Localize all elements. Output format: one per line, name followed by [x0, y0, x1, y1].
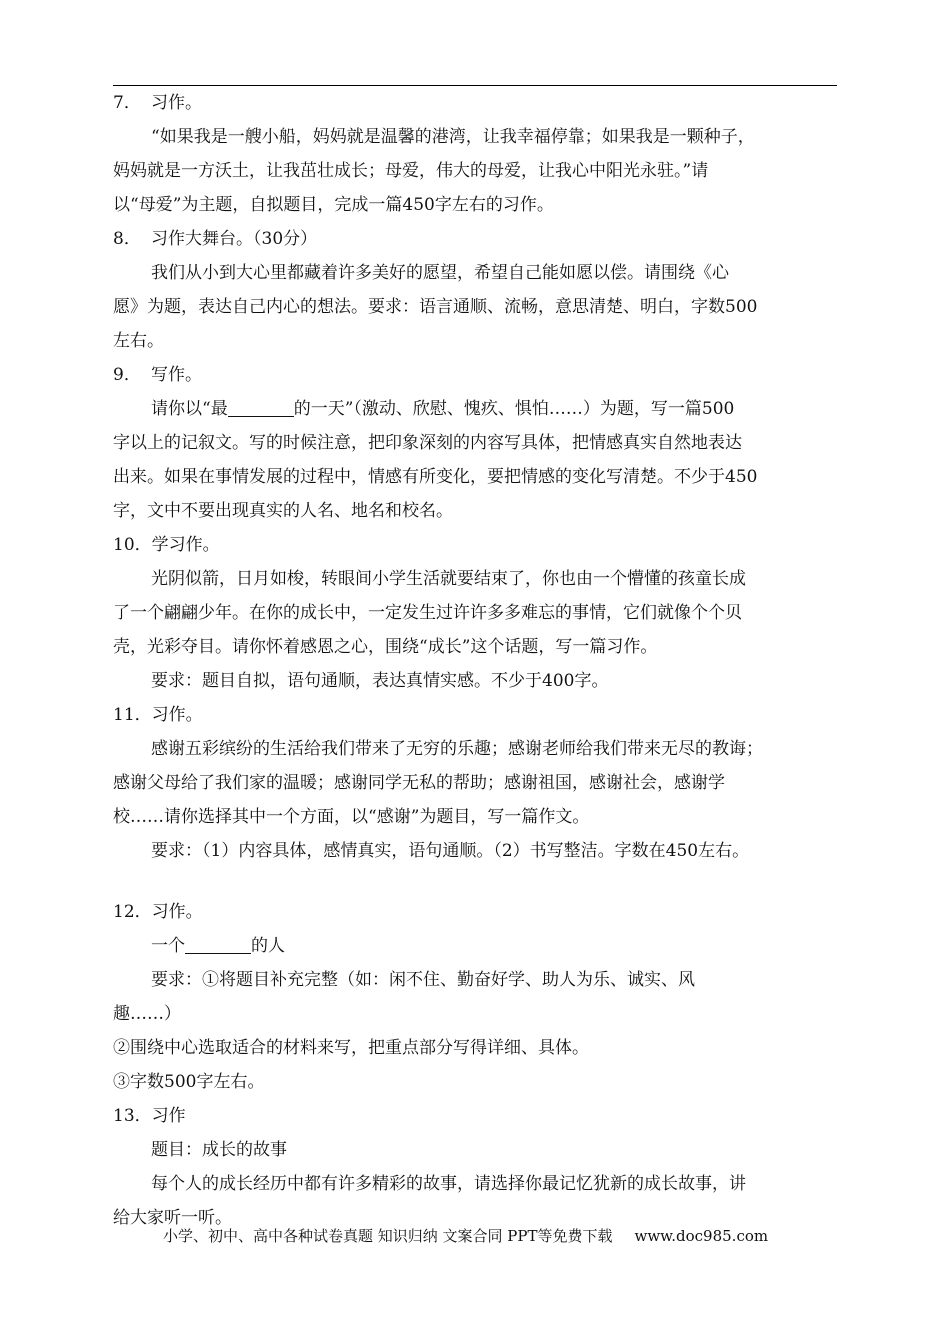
q10-paragraph-line: 了一个翩翩少年。在你的成长中，一定发生过许许多多难忘的事情，它们就像个个贝 [113, 603, 742, 623]
q8-number: 8． [113, 229, 141, 249]
q9-paragraph-line [113, 392, 837, 426]
q9-paragraph-line: 出来。如果在事情发展的过程中，情感有所变化，要把情感的变化写清楚。不少于450 [113, 467, 758, 487]
q8-heading [113, 222, 837, 256]
q12-number: 12． [113, 902, 152, 922]
q11-requirements: 要求：（1）内容具体，感情真实，语句通顺。（2）书写整洁。字数在450左右。 [151, 841, 750, 861]
q7-number: 7． [113, 93, 141, 113]
q13-number: 13． [113, 1106, 152, 1126]
q11-number: 11． [113, 705, 152, 725]
q10-number: 10． [113, 535, 152, 555]
q12-requirement: ②围绕中心选取适合的材料来写，把重点部分写得详细、具体。 [113, 1038, 589, 1058]
page-footer [163, 1224, 768, 1248]
q12-topic [113, 929, 837, 963]
q13-paragraph-line: 给大家听一听。 [113, 1208, 232, 1228]
q7-title: 习作。 [151, 93, 202, 113]
q13-topic: 题目：成长的故事 [151, 1140, 287, 1160]
q11-heading [113, 698, 837, 732]
q10-paragraph-line: 壳，光彩夺目。请你怀着感恩之心，围绕“成长”这个话题，写一篇习作。 [113, 637, 658, 657]
q9-number: 9． [113, 365, 141, 385]
q7-paragraph-line: 以“母爱”为主题，自拟题目，完成一篇450字左右的习作。 [113, 195, 554, 215]
q8-paragraph-line: 我们从小到大心里都藏着许多美好的愿望，希望自己能如愿以偿。请围绕《心 [151, 263, 729, 283]
q13-title: 习作 [151, 1106, 186, 1126]
q10-paragraph-line: 光阴似箭，日月如梭，转眼间小学生活就要结束了，你也由一个懵懂的孩童长成 [151, 569, 746, 589]
q9-paragraph-line: 字，文中不要出现真实的人名、地名和校名。 [113, 501, 453, 521]
section-gap [113, 868, 837, 895]
q7-paragraph-line: 妈妈就是一方沃土，让我茁壮成长；母爱，伟大的母爱，让我心中阳光永驻。”请 [113, 161, 709, 181]
q10-title: 学习作。 [151, 535, 220, 555]
q9-title: 写作。 [151, 365, 202, 385]
q11-title: 习作。 [151, 705, 203, 725]
q12-title: 习作。 [151, 902, 203, 922]
footer-site: www.doc985.com [634, 1227, 769, 1245]
q9-prompt-end: 的一天”（激动、欣慰、愧疚、惧怕……）为题，写一篇500 [293, 399, 735, 419]
q12-requirement: ③字数500字左右。 [113, 1072, 265, 1092]
document-body [113, 86, 837, 1235]
q11-paragraph-line: 校……请你选择其中一个方面，以“感谢”为题目，写一篇作文。 [113, 807, 590, 827]
q8-paragraph-line: 愿》为题，表达自己内心的想法。要求：语言通顺、流畅，意思清楚、明白，字数500 [113, 297, 758, 317]
q12-topic-end: 的人 [251, 936, 285, 956]
fill-in-blank [228, 398, 294, 417]
q7-paragraph-line: “如果我是一艘小船，妈妈就是温馨的港湾，让我幸福停靠；如果我是一颗种子， [151, 127, 755, 147]
q13-paragraph-line: 每个人的成长经历中都有许多精彩的故事，请选择你最记忆犹新的成长故事，讲 [151, 1174, 746, 1194]
q11-paragraph-line: 感谢父母给了我们家的温暖；感谢同学无私的帮助；感谢祖国，感谢社会，感谢学 [113, 773, 725, 793]
footer-text: 小学、初中、高中各种试卷真题 知识归纳 文案合同 PPT等免费下载 [163, 1227, 613, 1245]
q9-prompt-start: 请你以“最 [151, 399, 228, 419]
q12-requirement: 趣……） [113, 1004, 181, 1024]
q9-paragraph-line: 字以上的记叙文。写的时候注意，把印象深刻的内容写具体，把情感真实自然地表达 [113, 433, 742, 453]
q12-heading [113, 895, 837, 929]
q7-heading [113, 86, 837, 120]
q10-requirements: 要求：题目自拟，语句通顺，表达真情实感。不少于400字。 [151, 671, 609, 691]
q8-paragraph-line: 左右。 [113, 331, 164, 351]
q12-topic-start: 一个 [151, 936, 185, 956]
q9-heading [113, 358, 837, 392]
q13-heading [113, 1099, 837, 1133]
q10-heading [113, 528, 837, 562]
fill-in-blank [185, 935, 251, 954]
q11-paragraph-line: 感谢五彩缤纷的生活给我们带来了无穷的乐趣；感谢老师给我们带来无尽的教诲； [151, 739, 763, 759]
q12-requirement: 要求：①将题目补充完整（如：闲不住、勤奋好学、助人为乐、诚实、风 [151, 970, 695, 990]
q8-title: 习作大舞台。（30分） [151, 229, 318, 249]
